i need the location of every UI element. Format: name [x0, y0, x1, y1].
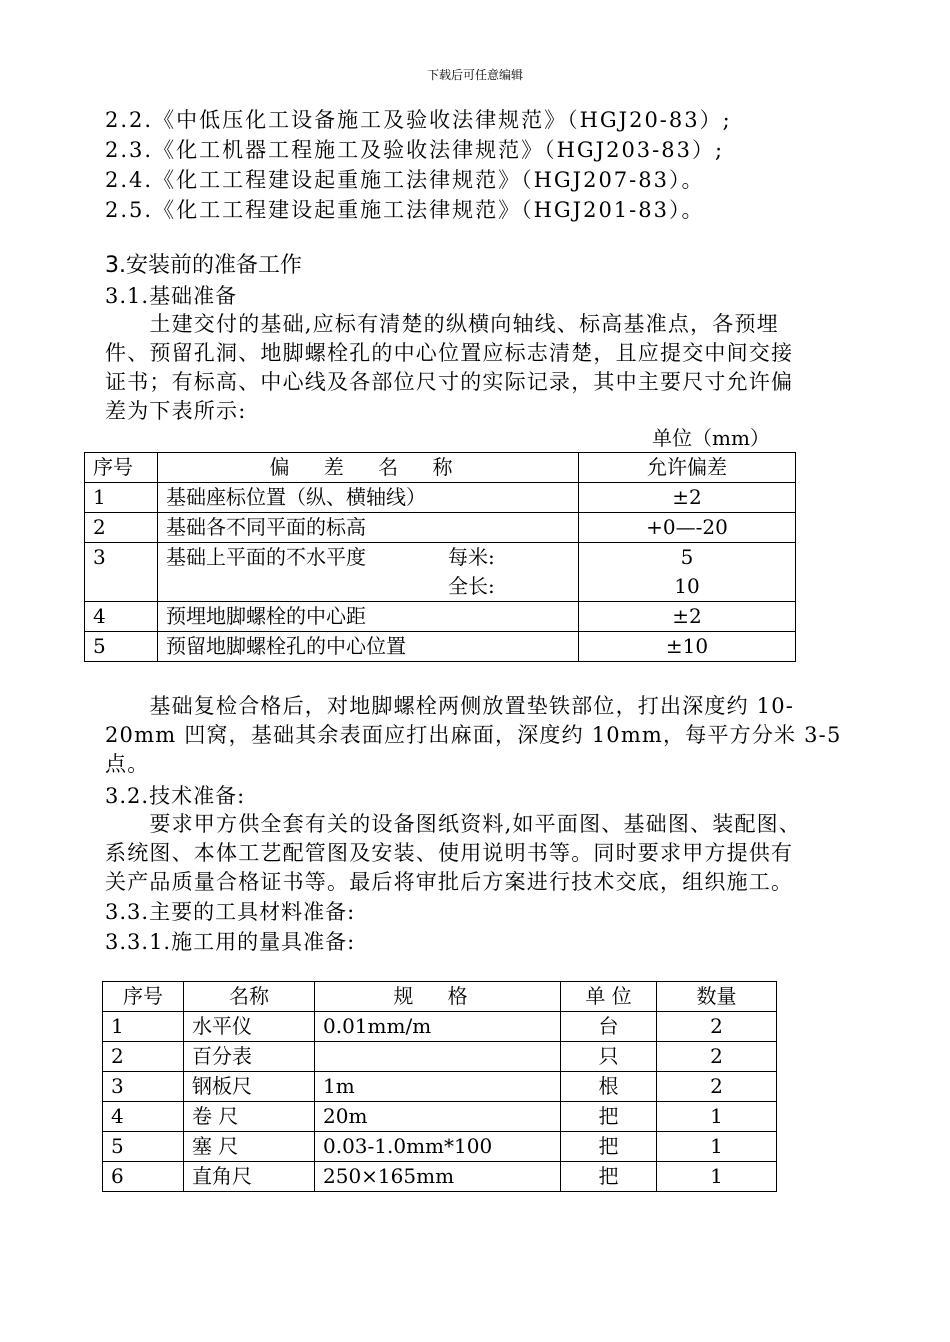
paragraph-recheck: [105, 692, 842, 779]
cell: 2: [657, 1042, 777, 1072]
unit-label: 单位（mm）: [652, 426, 770, 450]
table-row: [103, 1042, 777, 1072]
header-cell: 数量: [657, 982, 777, 1012]
cell: 1: [103, 1012, 184, 1042]
cell: 把: [561, 1102, 657, 1132]
table-row: [103, 1162, 777, 1192]
row-value: ±10: [579, 632, 796, 662]
cell: 把: [561, 1132, 657, 1162]
row-number: 1: [85, 483, 158, 513]
subsection-title: 3.3.1.施工用的量具准备:: [105, 930, 356, 954]
section-heading: 3.安装前的准备工作: [105, 253, 302, 278]
header-cell: 序号: [103, 982, 184, 1012]
subsection-title: 3.3.主要的工具材料准备:: [105, 900, 356, 924]
subsection-title: 3.2.技术准备:: [105, 784, 246, 808]
reference-line: 2.4.《化工工程建设起重施工法律规范》（HGJ207-83）。: [105, 168, 705, 192]
cell: 钢板尺: [184, 1072, 315, 1102]
header-cell: 单 位: [561, 982, 657, 1012]
cell: 6: [103, 1162, 184, 1192]
cell: 1: [657, 1102, 777, 1132]
cell: 1: [657, 1162, 777, 1192]
cell: [315, 1042, 561, 1072]
row-number: 5: [85, 632, 158, 662]
table-row: [103, 1102, 777, 1132]
cell: 250×165mm: [315, 1162, 561, 1192]
subsection-title: 3.1.基础准备: [105, 284, 238, 308]
row-value: 5: [680, 545, 694, 569]
cell: 0.01mm/m: [315, 1012, 561, 1042]
cell: 塞 尺: [184, 1132, 315, 1162]
cell: 1m: [315, 1072, 561, 1102]
cell: 根: [561, 1072, 657, 1102]
row-number: 2: [85, 513, 158, 543]
cell: 4: [103, 1102, 184, 1132]
page-header-note: 下载后可任意编辑: [426, 68, 523, 82]
paragraph-line: 关产品质量合格证书等。最后将审批后方案进行技术交底，组织施工。: [105, 870, 794, 894]
header-cell: 规 格: [315, 982, 561, 1012]
paragraph-foundation: [105, 310, 793, 426]
cell: 直角尺: [184, 1162, 315, 1192]
table-header-row: [103, 982, 777, 1012]
row-number: 3: [85, 543, 158, 602]
table-row: [85, 543, 796, 602]
cell: 卷 尺: [184, 1102, 315, 1132]
header-cell: 序号: [85, 453, 158, 483]
row-name: 基础座标位置（纵、横轴线）: [158, 483, 579, 513]
cell: 2: [657, 1012, 777, 1042]
cell: 5: [103, 1132, 184, 1162]
cell: 2: [657, 1072, 777, 1102]
table-row: [103, 1072, 777, 1102]
table-row: [85, 602, 796, 632]
row-value: ±2: [579, 602, 796, 632]
row-subtitle: 全长:: [448, 574, 495, 598]
row-number: 4: [85, 602, 158, 632]
row-name-multi: [158, 543, 579, 602]
paragraph-line: 要求甲方供全套有关的设备图纸资料,如平面图、基础图、装配图、: [105, 812, 802, 836]
tolerance-table: [84, 452, 796, 662]
header-cell: 名称: [184, 982, 315, 1012]
reference-line: 2.5.《化工工程建设起重施工法律规范》（HGJ201-83）。: [105, 198, 705, 222]
cell: 只: [561, 1042, 657, 1072]
paragraph-line: 20mm 凹窝，基础其余表面应打出麻面，深度约 10mm，每平方分米 3-5: [105, 723, 842, 747]
table-row: [85, 513, 796, 543]
paragraph-line: 土建交付的基础,应标有清楚的纵横向轴线、标高基准点，各预埋: [105, 312, 779, 336]
row-name: 基础各不同平面的标高: [158, 513, 579, 543]
paragraph-line: 系统图、本体工艺配管图及安装、使用说明书等。同时要求甲方提供有: [105, 841, 794, 865]
reference-line: 2.2.《中低压化工设备施工及验收法律规范》（HGJ20-83）;: [105, 108, 732, 132]
cell: 水平仪: [184, 1012, 315, 1042]
row-subtitle: 每米:: [448, 545, 495, 569]
table-header-row: [85, 453, 796, 483]
paragraph-line: 点。: [105, 752, 150, 776]
row-name: 预埋地脚螺栓的中心距: [158, 602, 579, 632]
row-name: 基础上平面的不水平度: [166, 545, 366, 569]
cell: 2: [103, 1042, 184, 1072]
row-value: 10: [674, 574, 700, 598]
paragraph-line: 证书；有标高、中心线及各部位尺寸的实际记录，其中主要尺寸允许偏: [105, 370, 794, 394]
paragraph-line: 基础复检合格后，对地脚螺栓两侧放置垫铁部位，打出深度约 10-: [105, 694, 795, 718]
row-value: +0—-20: [579, 513, 796, 543]
cell: 把: [561, 1162, 657, 1192]
table-row: [85, 483, 796, 513]
table-row: [103, 1132, 777, 1162]
cell: 百分表: [184, 1042, 315, 1072]
table-row: [85, 632, 796, 662]
reference-line: 2.3.《化工机器工程施工及验收法律规范》（HGJ203-83）;: [105, 138, 725, 162]
paragraph-line: 差为下表所示:: [105, 399, 247, 423]
table-row: [103, 1012, 777, 1042]
tools-table: [102, 981, 777, 1192]
cell: 0.03-1.0mm*100: [315, 1132, 561, 1162]
cell: 3: [103, 1072, 184, 1102]
cell: 台: [561, 1012, 657, 1042]
paragraph-technical: [105, 810, 801, 897]
header-cell: 偏 差 名 称: [158, 453, 579, 483]
row-name: 预留地脚螺栓孔的中心位置: [158, 632, 579, 662]
cell: 20m: [315, 1102, 561, 1132]
paragraph-line: 件、预留孔洞、地脚螺栓孔的中心位置应标志清楚，且应提交中间交接: [105, 341, 794, 365]
row-value: ±2: [579, 483, 796, 513]
header-cell: 允许偏差: [579, 453, 796, 483]
cell: 1: [657, 1132, 777, 1162]
row-value-multi: [579, 543, 796, 602]
